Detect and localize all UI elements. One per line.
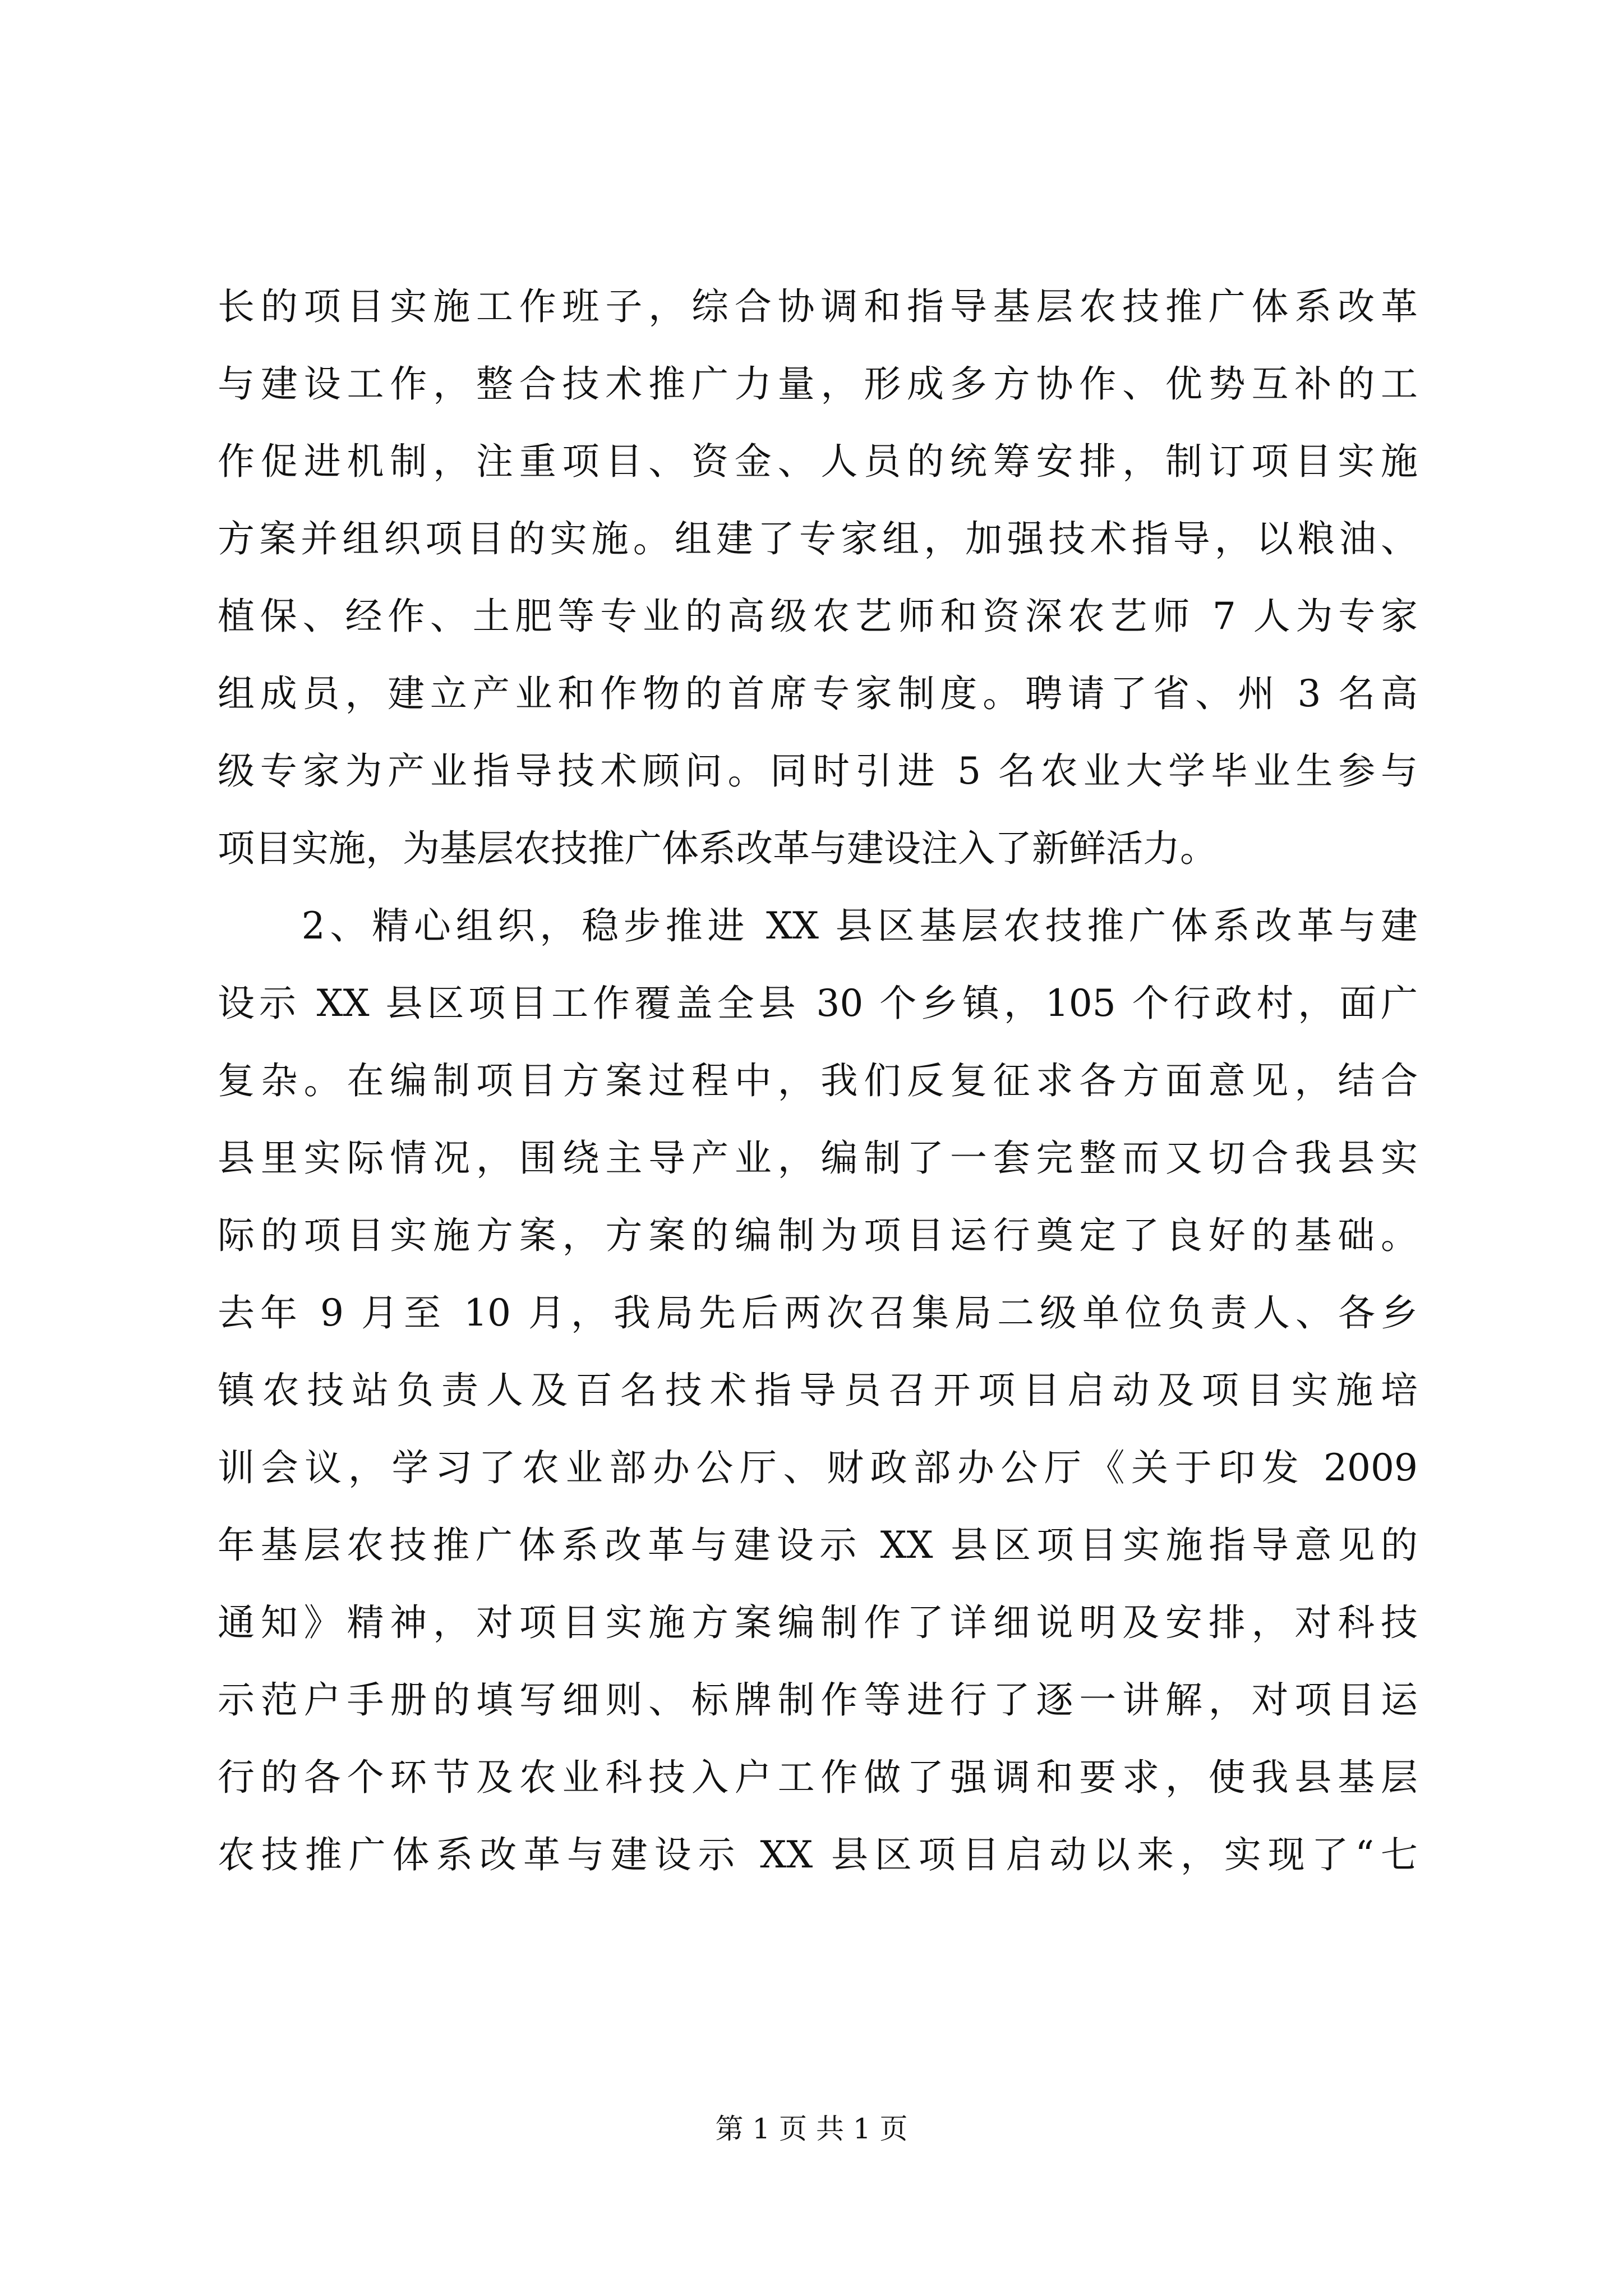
text-line: 行的各个环节及农业科技入户工作做了强调和要求，使我县基层 (218, 1756, 1418, 1799)
text-line: 示范户手册的填写细则、标牌制作等进行了逐一讲解，对项目运 (218, 1678, 1418, 1722)
text-line: 2、精心组织，稳步推进 XX 县区基层农技推广体系改革与建 (218, 904, 1418, 947)
text-line: 镇农技站负责人及百名技术指导员召开项目启动及项目实施培 (218, 1369, 1418, 1412)
text-line: 际的项目实施方案，方案的编制为项目运行奠定了良好的基础。 (218, 1214, 1418, 1257)
text-line: 项目实施，为基层农技推广体系改革与建设注入了新鲜活力。 (218, 827, 1217, 870)
text-line: 农技推广体系改革与建设示 XX 县区项目启动以来，实现了“七 (218, 1833, 1418, 1876)
text-line: 长的项目实施工作班子，综合协调和指导基层农技推广体系改革 (218, 285, 1418, 328)
page-footer (0, 2109, 1623, 2148)
text-line: 组成员，建立产业和作物的首席专家制度。聘请了省、州 3 名高 (218, 672, 1418, 715)
text-line: 作促进机制，注重项目、资金、人员的统筹安排，制订项目实施 (218, 440, 1418, 483)
text-line: 级专家为产业指导技术顾问。同时引进 5 名农业大学毕业生参与 (218, 749, 1418, 793)
page-number: 第 1 页 共 1 页 (715, 2113, 908, 2145)
text-line: 方案并组织项目的实施。组建了专家组，加强技术指导，以粮油、 (218, 517, 1418, 560)
text-line: 县里实际情况，围绕主导产业，编制了一套完整而又切合我县实 (218, 1137, 1418, 1180)
text-line: 去年 9 月至 10 月，我局先后两次召集局二级单位负责人、各乡 (218, 1291, 1418, 1335)
body-text (218, 268, 1418, 1894)
text-line: 通知》精神，对项目实施方案编制作了详细说明及安排，对科技 (218, 1601, 1418, 1644)
text-line: 年基层农技推广体系改革与建设示 XX 县区项目实施指导意见的 (218, 1524, 1418, 1567)
text-line: 训会议，学习了农业部办公厅、财政部办公厅《关于印发 2009 (218, 1446, 1418, 1489)
text-line: 与建设工作，整合技术推广力量，形成多方协作、优势互补的工 (218, 362, 1418, 406)
text-line: 复杂。在编制项目方案过程中，我们反复征求各方面意见，结合 (218, 1059, 1418, 1102)
text-line: 设示 XX 县区项目工作覆盖全县 30 个乡镇，105 个行政村，面广 (218, 982, 1418, 1025)
text-line: 植保、经作、土肥等专业的高级农艺师和资深农艺师 7 人为专家 (218, 595, 1418, 638)
